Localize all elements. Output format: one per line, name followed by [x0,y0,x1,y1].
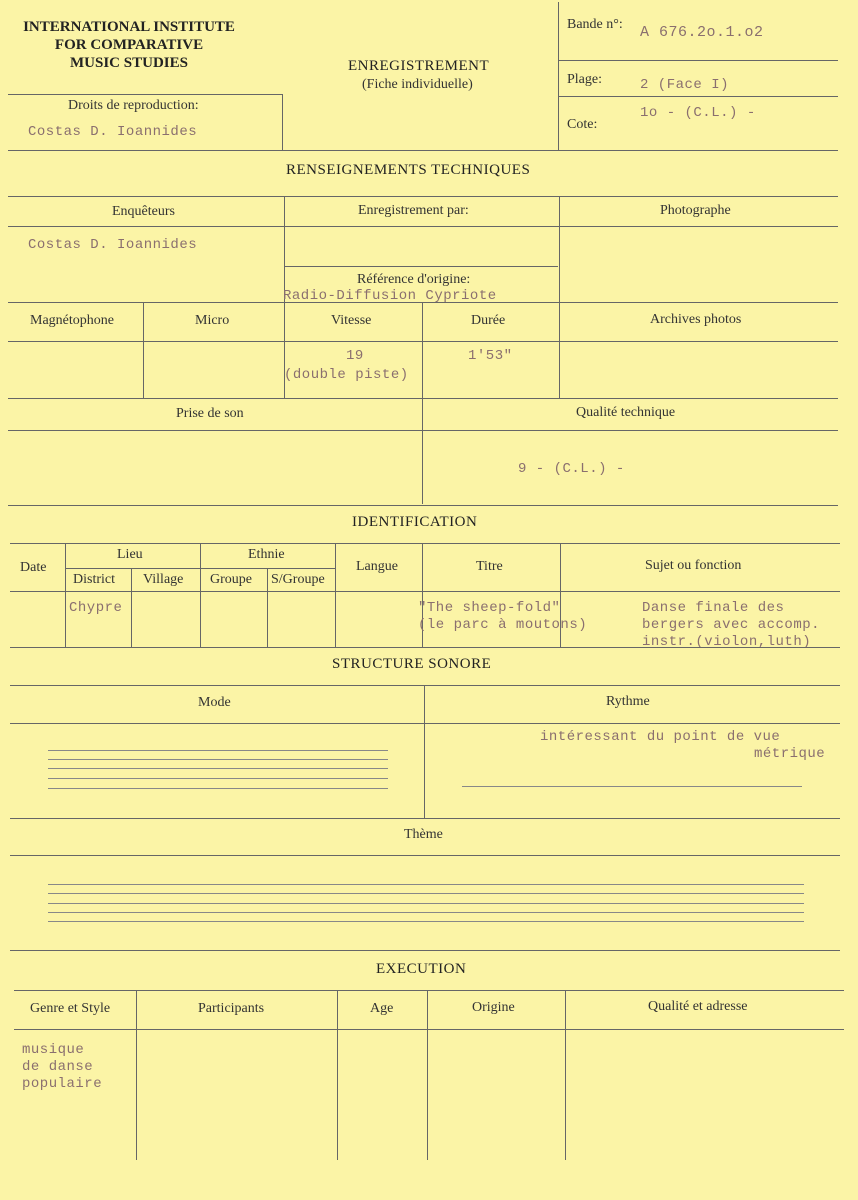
enregistrement-label: Enregistrement par: [358,203,469,218]
vitesse-value-2: (double piste) [284,367,409,383]
divider [136,990,137,1160]
archives-label: Archives photos [650,312,742,327]
divider [422,302,423,504]
prise-label: Prise de son [176,406,244,421]
divider [10,685,840,686]
origine-label: Origine [472,1000,515,1015]
rythme-value: intéressant du point de vue [540,729,781,745]
enqueteurs-value: Costas D. Ioannides [28,237,198,253]
divider [14,1029,844,1030]
vitesse-label: Vitesse [331,313,372,328]
groupe-label: Groupe [210,572,252,587]
qualite-technique-label: Qualité technique [576,405,676,420]
divider [10,855,840,856]
divider [284,266,558,267]
form-subtitle: (Fiche individuelle) [362,77,473,92]
divider [282,94,283,150]
divider [10,818,840,819]
divider [335,543,336,647]
ruled-line [48,788,388,789]
divider [267,568,268,647]
date-label: Date [20,560,47,575]
sujet-value-2: bergers avec accomp. [642,617,821,633]
structure-heading: STRUCTURE SONORE [332,656,492,672]
divider [424,685,425,818]
langue-label: Langue [356,559,398,574]
identification-heading: IDENTIFICATION [352,514,478,530]
divider [8,430,838,431]
ruled-line [48,893,804,894]
ruled-line [48,903,804,904]
bande-value: A 676.2o.1.o2 [640,24,764,41]
sujet-value: Danse finale des [642,600,785,616]
lieu-label: Lieu [117,547,143,562]
divider [143,302,144,398]
participants-label: Participants [198,1001,265,1016]
district-value: Chypre [69,600,123,616]
titre-value: "The sheep-fold" [418,600,561,616]
divider [65,568,335,569]
divider [427,990,428,1160]
divider [8,302,838,303]
cote-label: Cote: [567,117,598,132]
ruled-line [48,921,804,922]
divider [8,196,838,197]
ruled-line [48,912,804,913]
genre-value-3: populaire [22,1076,103,1092]
ruled-line [462,786,802,787]
divider [14,990,844,991]
photographe-label: Photographe [660,203,731,218]
divider [10,591,840,592]
institute-line-1: INTERNATIONAL INSTITUTE [23,19,235,35]
reference-label: Référence d'origine: [357,272,471,287]
micro-label: Micro [195,313,230,328]
form-title: ENREGISTREMENT [348,58,490,74]
sujet-value-3: instr.(violon,luth) [642,634,812,650]
sujet-label: Sujet ou fonction [645,558,742,573]
divider [565,990,566,1160]
rythme-label: Rythme [606,694,650,709]
rights-label: Droits de reproduction: [68,98,199,113]
divider [8,150,838,151]
divider [8,505,838,506]
divider [200,543,201,647]
vitesse-value: 19 [346,348,364,364]
divider [65,543,66,647]
ruled-line [48,884,804,885]
genre-value-2: de danse [22,1059,94,1075]
institute-line-3: MUSIC STUDIES [70,55,188,71]
divider [10,543,840,544]
divider [558,96,838,97]
rythme-value-2: métrique [754,746,826,762]
sgroupe-label: S/Groupe [271,572,325,587]
district-label: District [73,572,115,587]
institute-line-2: FOR COMPARATIVE [54,37,204,53]
technique-heading: RENSEIGNEMENTS TECHNIQUES [286,162,531,178]
ruled-line [48,778,388,779]
ruled-line [48,759,388,760]
qualite-adresse-label: Qualité et adresse [648,999,748,1014]
divider [8,341,838,342]
bande-label: Bande n°: [567,17,623,32]
divider [10,723,840,724]
divider [558,2,559,150]
divider [10,950,840,951]
titre-label: Titre [476,559,503,574]
divider [337,990,338,1160]
qualite-technique-value: 9 - (C.L.) - [518,461,625,477]
institute-name [2,18,256,72]
divider [131,568,132,647]
ruled-line [48,750,388,751]
ethnie-label: Ethnie [248,547,285,562]
divider [10,647,840,648]
magnetophone-label: Magnétophone [30,313,114,328]
divider [8,398,838,399]
titre-value-2: (le parc à moutons) [418,617,588,633]
execution-heading: EXECUTION [376,961,467,977]
ruled-line [48,768,388,769]
age-label: Age [370,1001,394,1016]
village-label: Village [143,572,184,587]
duree-value: 1'53" [468,348,513,364]
plage-label: Plage: [567,72,602,87]
mode-label: Mode [198,695,231,710]
divider [558,60,838,61]
genre-label: Genre et Style [30,1001,111,1016]
genre-value: musique [22,1042,85,1058]
divider [8,226,838,227]
enqueteurs-label: Enquêteurs [112,204,175,219]
divider [559,196,560,398]
divider [8,94,282,95]
plage-value: 2 (Face I) [640,77,730,93]
reference-value: Radio-Diffusion Cypriote [283,288,497,304]
rights-value: Costas D. Ioannides [28,124,198,140]
cote-value: 1o - (C.L.) - [640,105,756,121]
duree-label: Durée [471,313,506,328]
theme-label: Thème [404,827,443,842]
